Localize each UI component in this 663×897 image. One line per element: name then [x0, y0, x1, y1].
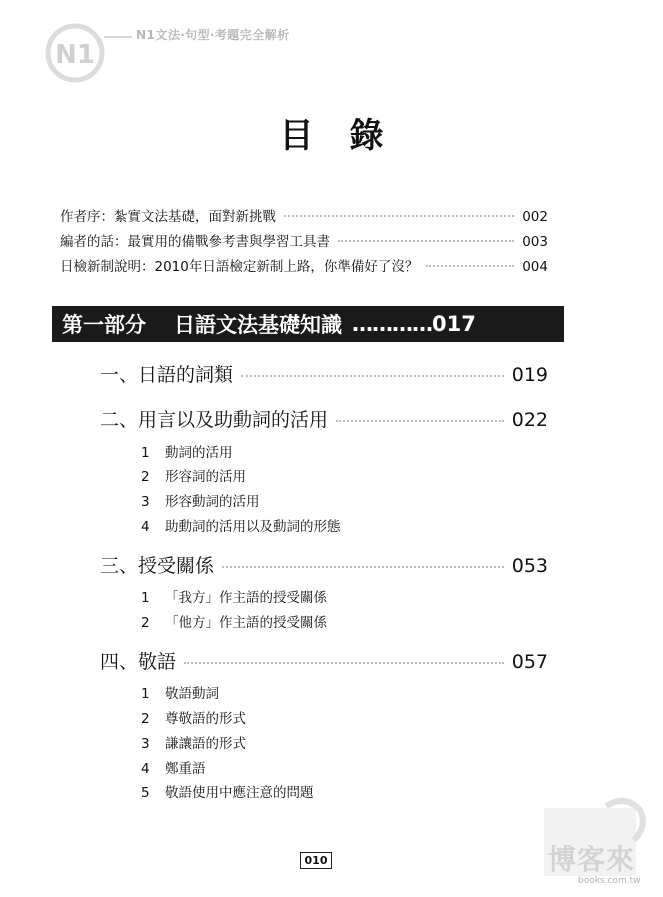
toc-entry[interactable]	[60, 255, 548, 275]
section-title: 形容詞的活用	[165, 469, 246, 485]
chapter-label: 四、敬語	[100, 651, 177, 673]
leader-dots	[336, 420, 504, 422]
header-rule	[104, 36, 132, 38]
chapter-label: 一、日語的詞類	[100, 364, 234, 386]
chapter-page: 019	[511, 364, 548, 386]
section-number: 1	[141, 686, 150, 702]
section-number: 2	[141, 615, 150, 631]
section-title: 謙讓語的形式	[165, 736, 246, 752]
n1-logo	[44, 22, 106, 84]
toc-entry-label: 日檢新制說明：2010年日語檢定新制上路，你準備好了沒？	[60, 259, 419, 275]
section-title: 動詞的活用	[165, 445, 233, 461]
section-number: 1	[141, 445, 150, 461]
section-number: 1	[141, 590, 150, 606]
chapter-entry[interactable]	[100, 647, 548, 674]
section-entry[interactable]	[141, 682, 219, 702]
leader-dots	[241, 375, 504, 377]
chapter-page: 057	[511, 651, 548, 673]
section-number: 4	[141, 519, 150, 535]
section-entry[interactable]	[141, 515, 341, 535]
section-number: 2	[141, 711, 150, 727]
section-entry[interactable]	[141, 781, 314, 801]
section-entry[interactable]	[141, 586, 327, 606]
leader-dots	[426, 265, 514, 267]
section-entry[interactable]	[141, 441, 233, 461]
section-number: 3	[141, 494, 150, 510]
toc-entry-label: 作者序：紮實文法基礎，面對新挑戰	[60, 209, 276, 225]
section-entry[interactable]	[141, 707, 246, 727]
chapter-page: 022	[511, 409, 548, 431]
section-number: 3	[141, 736, 150, 752]
page-number: 010	[300, 852, 332, 869]
section-entry[interactable]	[141, 465, 246, 485]
chapter-entry[interactable]	[100, 405, 548, 432]
chapter-entry[interactable]	[100, 360, 548, 387]
section-entry[interactable]	[141, 757, 206, 777]
part-label: 第一部分	[62, 313, 146, 337]
section-title: 「他方」作主語的授受關係	[165, 615, 327, 631]
section-title: 尊敬語的形式	[165, 711, 246, 727]
chapter-entry[interactable]	[100, 551, 548, 578]
section-title: 敬語動詞	[165, 686, 219, 702]
part-banner[interactable]	[52, 306, 564, 342]
section-number: 2	[141, 469, 150, 485]
section-entry[interactable]	[141, 732, 246, 752]
part-title: 日語文法基礎知識	[174, 313, 342, 337]
toc-entry[interactable]	[60, 205, 548, 225]
part-dots: …………	[352, 312, 432, 336]
section-number: 5	[141, 785, 150, 801]
book-title: N1文法‧句型‧考題完全解析	[136, 28, 290, 42]
logo-text: N1	[55, 40, 95, 70]
leader-dots	[184, 662, 504, 664]
section-title: 鄭重語	[165, 761, 206, 777]
section-entry[interactable]	[141, 490, 260, 510]
leader-dots	[284, 215, 514, 217]
section-entry[interactable]	[141, 611, 327, 631]
part-page: 017	[432, 312, 476, 336]
toc-entry-page: 004	[522, 259, 548, 275]
section-title: 「我方」作主語的授受關係	[165, 590, 327, 606]
leader-dots	[338, 240, 514, 242]
watermark-text: 博客來	[548, 843, 636, 876]
page-title: 目錄	[279, 116, 420, 156]
toc-entry-page: 003	[522, 234, 548, 250]
watermark-url: books.com.tw	[578, 876, 641, 886]
section-title: 形容動詞的活用	[165, 494, 260, 510]
chapter-label: 三、授受關係	[100, 555, 215, 577]
leader-dots	[222, 566, 504, 568]
section-title: 敬語使用中應注意的問題	[165, 785, 314, 801]
toc-entry-page: 002	[522, 209, 548, 225]
toc-entry-label: 編者的話：最實用的備戰參考書與學習工具書	[60, 234, 330, 250]
chapter-page: 053	[511, 555, 548, 577]
section-number: 4	[141, 761, 150, 777]
section-title: 助動詞的活用以及動詞的形態	[165, 519, 341, 535]
toc-entry[interactable]	[60, 230, 548, 250]
chapter-label: 二、用言以及助動詞的活用	[100, 409, 329, 431]
